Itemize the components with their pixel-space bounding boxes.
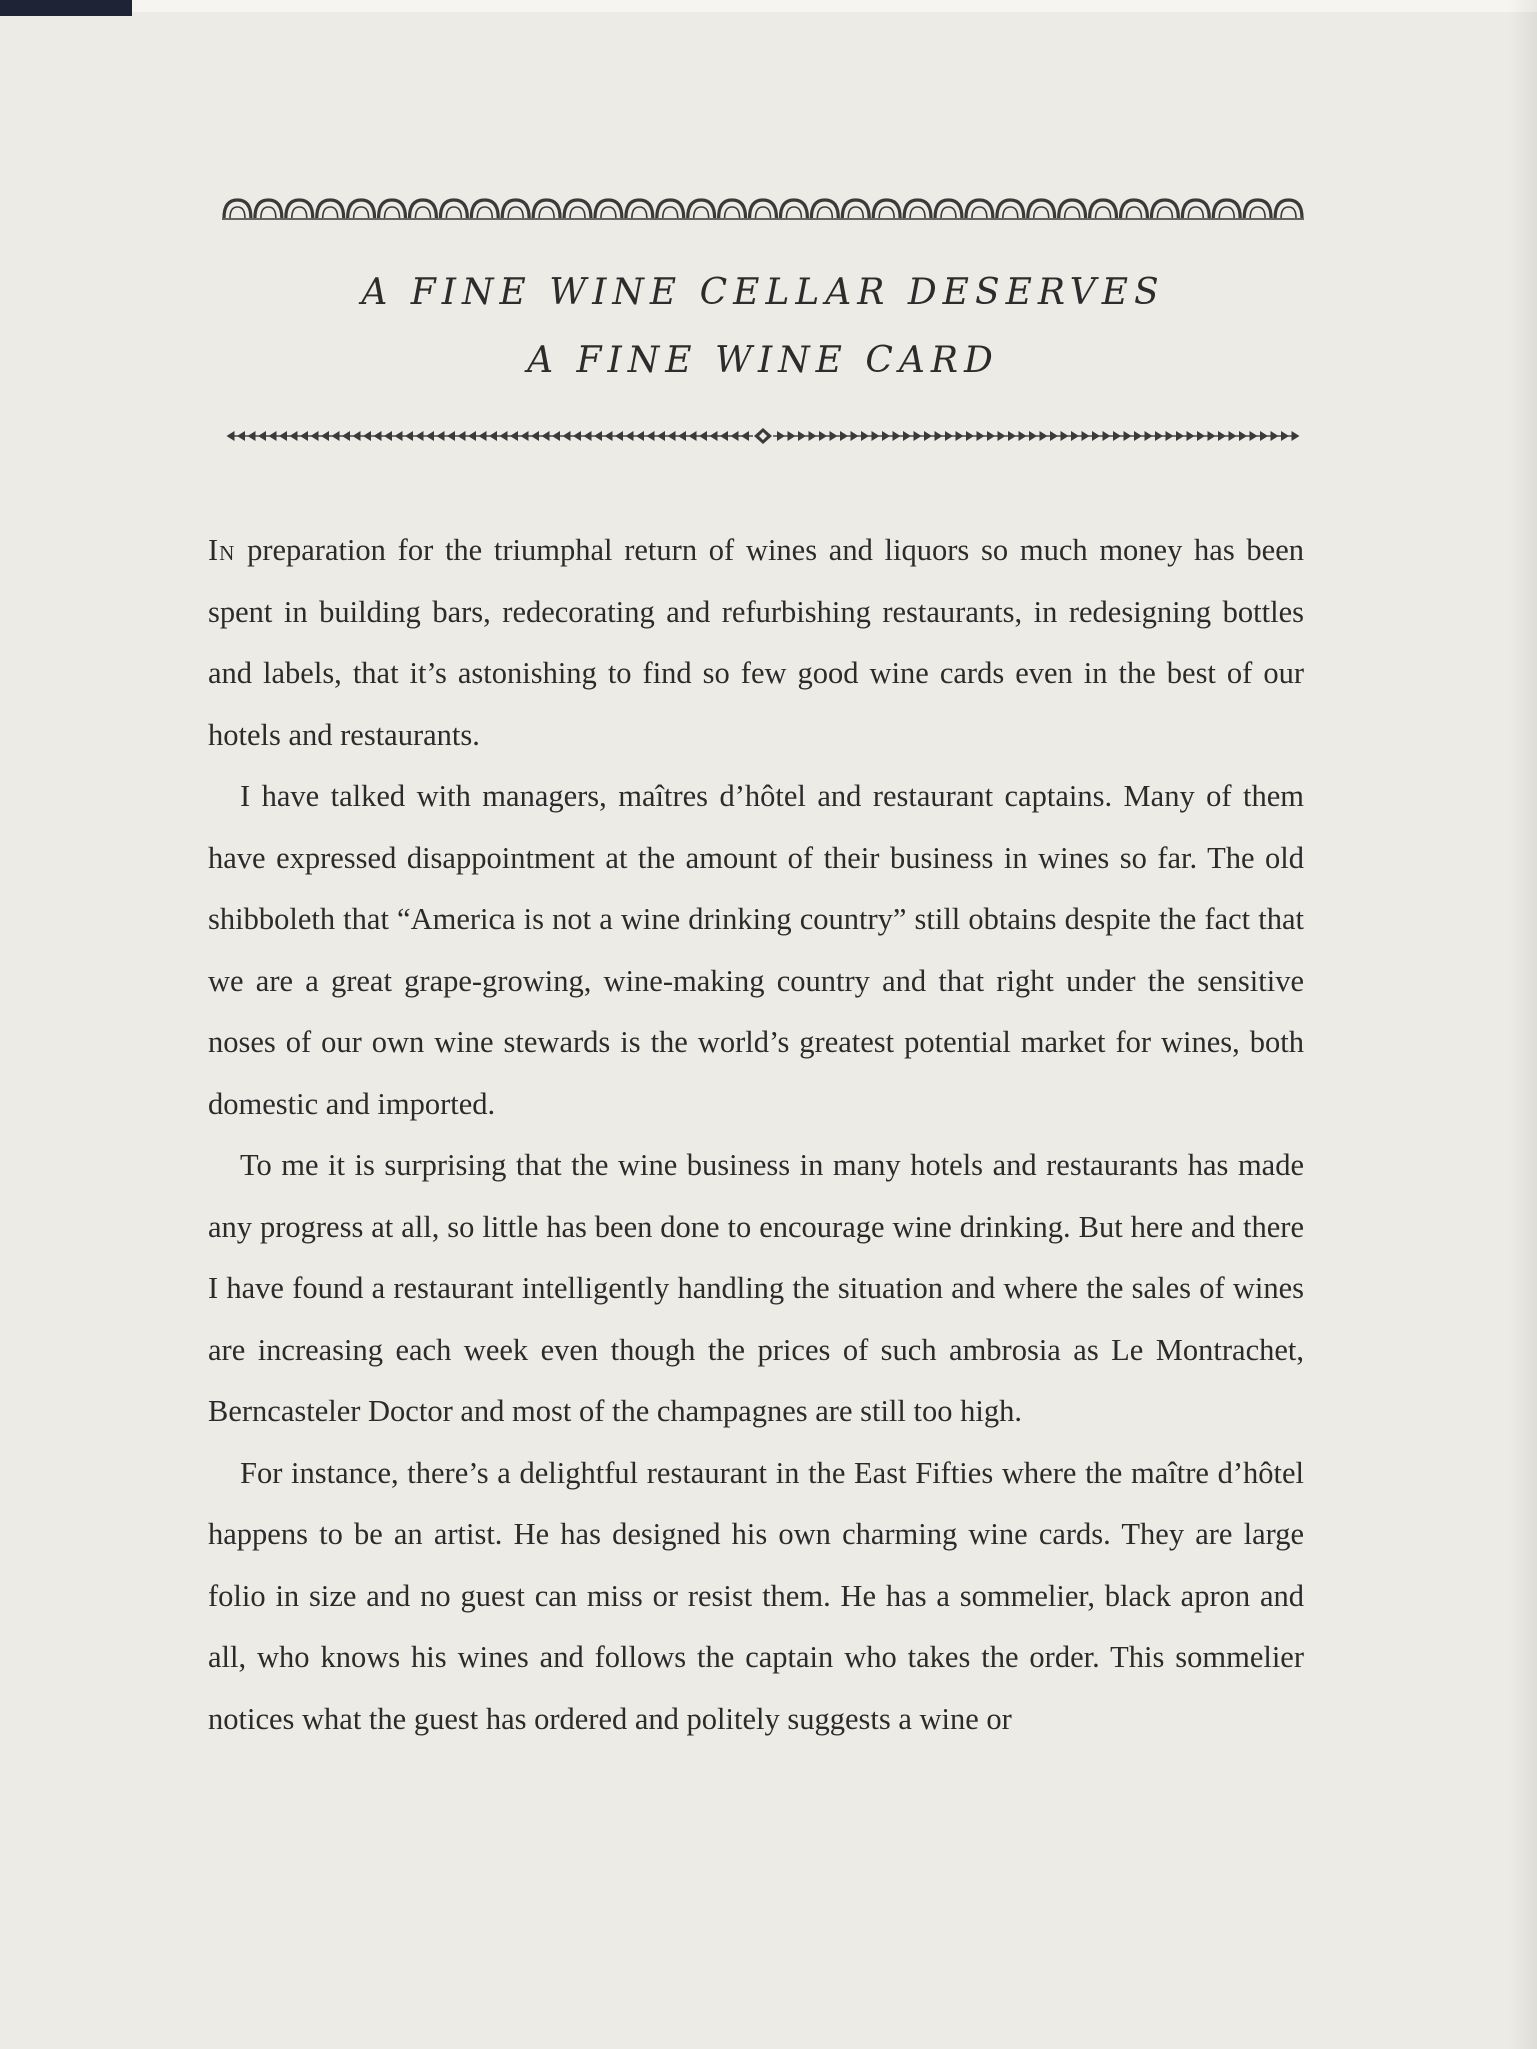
- paragraph-2: I have talked with managers, maîtres d’hôtel and restaurant captains. Many of them have expressed disappointment at the amount of their business in wines so far. The old shibboleth that “America is not a wine drinking country” still obtains despite the fact that we are a great grape-growing, wine-making country and that right under the sensitive noses of our own wine stewards is the world’s greatest potential market for wines, both domestic and imported.: [208, 779, 1304, 1121]
- paragraph-1: [208, 520, 1304, 766]
- paragraph-3: To me it is surprising that the wine business in many hotels and restaurants has made any progress at all, so little has been done to encourage wine drinking. But here and there I have found a restaurant intelligently handling the situation and where the sales of wines are increasing each week even though the prices of such ambrosia as Le Montrachet, Berncasteler Doctor and most of the champagnes are still too high.: [208, 1148, 1304, 1428]
- scallop-ornament-border: [222, 196, 1304, 224]
- paragraph-1-lead: In: [208, 533, 236, 567]
- paragraph-1-text: preparation for the triumphal return of wines and liquors so much money has been spent in building bars, redecorating and refurbishing restaurants, in redesigning bottles and labels, that it’s astonishing to find so few good wine cards even in the best of our hotels and restaurants.: [208, 533, 1305, 752]
- arrow-ornament-rule: [222, 426, 1304, 446]
- article-body: [208, 520, 1304, 1750]
- paragraph-4: For instance, there’s a delightful restaurant in the East Fifties where the maître d’hôtel happens to be an artist. He has designed his own charming wine cards. They are large folio in size and no guest can miss or resist them. He has a sommelier, black apron and all, who knows his wines and follows the captain who takes the order. This sommelier notices what the guest has ordered and politely suggests a wine or: [208, 1455, 1304, 1736]
- heading-line-1: A FINE WINE CELLAR DESERVES: [361, 272, 1165, 313]
- heading-line-2: A FINE WINE CARD: [527, 340, 999, 381]
- page-shadow: [1509, 0, 1537, 2049]
- arrow-ornament-icon: [222, 426, 1304, 446]
- book-cover-corner: [0, 0, 132, 16]
- page-top-edge: [132, 0, 1537, 12]
- scallop-ornament-icon: [222, 196, 1304, 224]
